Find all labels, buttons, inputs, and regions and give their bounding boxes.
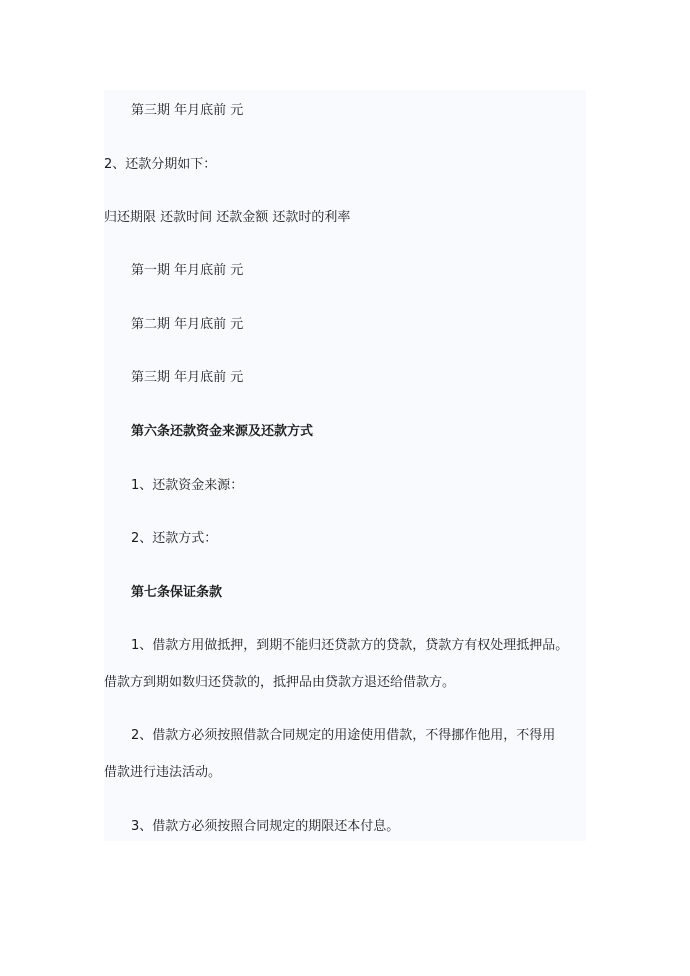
document-body — [104, 90, 586, 841]
paragraph-guarantee-1-a: 1、借款方用做抵押，到期不能归还贷款方的贷款，贷款方有权处理抵押品。 — [131, 638, 569, 653]
paragraph-schedule-header: 归还期限 还款时间 还款金额 还款时的利率 — [104, 210, 351, 225]
paragraph-fund-source: 1、还款资金来源： — [131, 478, 244, 493]
paragraph-guarantee-1-b: 借款方到期如数归还贷款的，抵押品由贷款方退还给借款方。 — [104, 675, 456, 690]
paragraph-installment-2: 第二期 年月底前 元 — [131, 317, 244, 332]
paragraph-installment-3-a: 第三期 年月底前 元 — [131, 103, 244, 118]
paragraph-repayment-schedule: 2、还款分期如下： — [104, 157, 217, 172]
paragraph-guarantee-2-a: 2、借款方必须按照借款合同规定的用途使用借款，不得挪作他用，不得用 — [131, 728, 556, 743]
paragraph-guarantee-3: 3、借款方必须按照合同规定的期限还本付息。 — [131, 819, 400, 834]
paragraph-installment-3-b: 第三期 年月底前 元 — [131, 370, 244, 385]
paragraph-installment-1: 第一期 年月底前 元 — [131, 263, 244, 278]
heading-article-7: 第七条保证条款 — [131, 585, 223, 600]
heading-article-6: 第六条还款资金来源及还款方式 — [131, 424, 314, 439]
paragraph-guarantee-2-b: 借款进行违法活动。 — [104, 765, 222, 780]
paragraph-repayment-method: 2、还款方式： — [131, 531, 218, 546]
